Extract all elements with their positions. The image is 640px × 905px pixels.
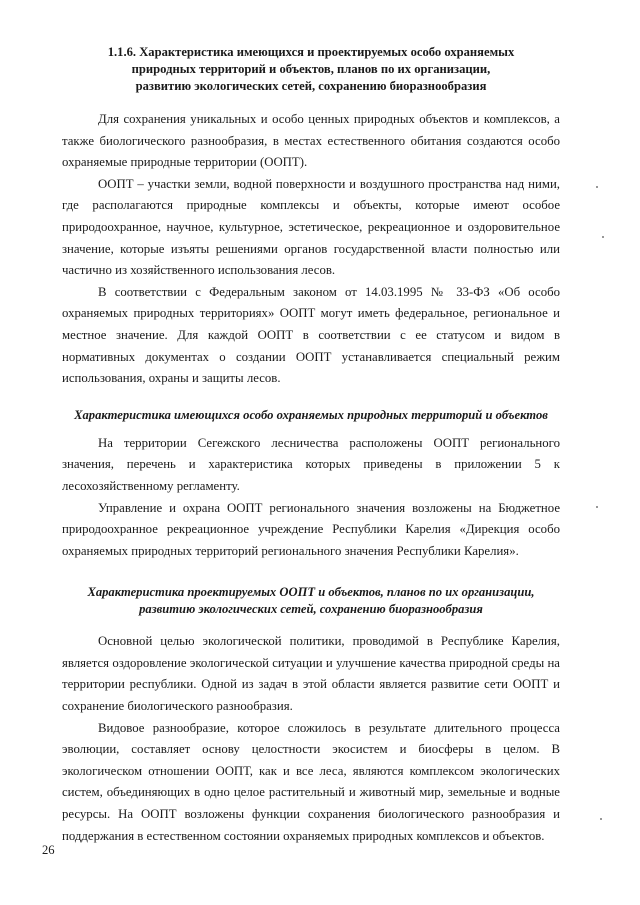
subsection-heading-existing-text: Характеристика имеющихся особо охраняемых природных территорий и объектов — [74, 407, 548, 422]
paragraph-species-diversity: Видовое разнообразие, которое сложилось в результате длительного процесса эволюции, составляет основу целостности экосистем и биосферы в целом. В экологическом отношении ООПТ, как и все леса, являются комплексом экологических систем, объединяющих в одно целое растительный и животный мир, земельные и водные ресурсы. На ООПТ возложены функции сохранения биологического разнообразия и поддержания в естественном состоянии охраняемых природных комплексов и объектов. — [62, 720, 560, 843]
page-number: 26 — [42, 843, 55, 857]
subsection-heading-planned — [62, 584, 560, 618]
paragraph-segezha-oopt: На территории Сегежского лесничества расположены ООПТ регионального значения, перечень и характеристика которых приведены в приложении 5 к лесохозяйственному регламенту. — [62, 435, 560, 493]
paragraph-oopt-management: Управление и охрана ООПТ регионального значения возложены на Бюджетное природоохранное рекреационное учреждение Республики Карелия «Дирекция особо охраняемых природных территорий регионального значения Республики Карелия». — [62, 500, 560, 558]
subsection-heading-existing — [62, 407, 560, 424]
section-heading-line-1: 1.1.6. Характеристика имеющихся и проектируемых особо охраняемых — [107, 45, 515, 59]
section-heading-line-2: природных территорий и объектов, планов по их организации, — [131, 62, 491, 76]
scan-speck — [596, 506, 598, 508]
scan-speck — [600, 818, 602, 820]
section-heading-line-3: развитию экологических сетей, сохранению биоразнообразия — [135, 79, 487, 93]
section-heading — [62, 44, 560, 95]
document-page — [62, 44, 560, 847]
scan-speck — [596, 186, 598, 188]
paragraph-oopt-purpose: Для сохранения уникальных и особо ценных природных объектов и комплексов, а также биологического разнообразия, в местах естественного обитания создаются особо охраняемые природные территории (ООПТ). — [62, 112, 560, 170]
paragraph-ecological-policy: Основной целью экологической политики, проводимой в Республике Карелия, является оздоровление экологической ситуации и улучшение качества природной среды на территории республики. Одной из задач в этой области является развитие сети ООПТ и сохранение биологического разнообразия. — [62, 634, 560, 714]
scan-speck — [602, 236, 604, 238]
paragraph-oopt-definition: ООПТ – участки земли, водной поверхности и воздушного пространства над ними, где располагаются природные комплексы и объекты, которые имеют особое природоохранное, научное, культурное, эстетическое, рекреационное и оздоровительное значение, которые изъяты решениями органов государственной власти полностью или частично из хозяйственного использования лесов. — [62, 176, 560, 278]
paragraph-federal-law: В соответствии с Федеральным законом от 14.03.1995 № 33-ФЗ «Об особо охраняемых природных территориях» ООПТ могут иметь федеральное, региональное и местное значение. Для каждой ООПТ в соответствии с ее статусом и видом в нормативных документах о создании ООПТ устанавливается специальный режим использования, охраны и защиты лесов. — [62, 284, 560, 386]
subsection-heading-planned-line-1: Характеристика проектируемых ООПТ и объектов, планов по их организации, — [87, 585, 535, 600]
subsection-heading-planned-line-2: развитию экологических сетей, сохранению биоразнообразия — [139, 602, 483, 617]
